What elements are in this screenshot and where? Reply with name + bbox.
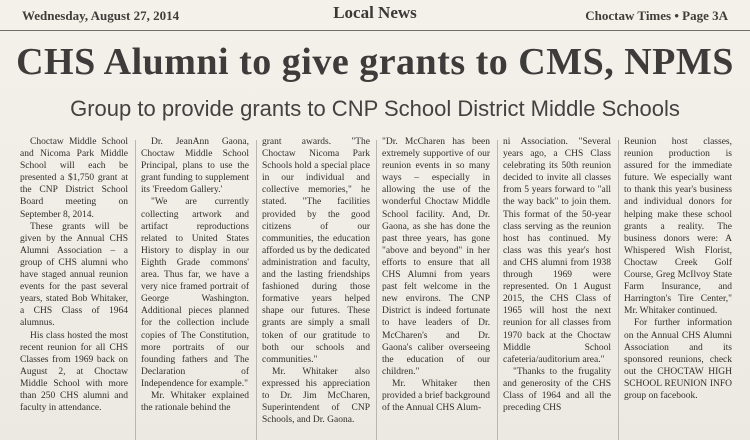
page-header <box>0 0 750 31</box>
article-column-2 <box>141 136 249 440</box>
paper-page-label: Choctaw Times • Page 3A <box>585 8 728 23</box>
paragraph: His class hosted the most recent reunion for all CHS Classes from 1969 back on August 2, at Choctaw Middle School with more than 250 CHS alumni and faculty in attendance. <box>20 330 128 414</box>
paragraph: Mr. Whitaker also expressed his appreciation to Dr. Jim McCharen, Superintendent of CNP Schools, and Dr. Gaona. <box>262 366 370 426</box>
paragraph: Choctaw Middle School and Nicoma Park Middle School will each be presented a $1,750 grant at the CNP District School Board meeting on September 8, 2014. <box>20 137 128 220</box>
article-column-5 <box>503 136 611 440</box>
paragraph: For further information on the Annual CHS Alumni Association and its sponsored reunions, check out the CHOCTAW HIGH SCHOOL REUNION INFO group on facebook. <box>624 318 732 401</box>
paragraph: "We are currently collecting artwork and artifact reproductions related to United States History to display in our Eighth Grade commons' area. Thus far, we have a very nice framed portrait of George Washington. Additional pieces planned for the collection include copies of The Constitution, more portraits of our founding fathers and The Declaration of Independence for example." <box>141 197 249 389</box>
article-headline: CHS Alumni to give grants to CMS, NPMS <box>16 41 734 83</box>
paragraph: Mr. Whitaker explained the rationale behind the <box>141 390 249 414</box>
paragraph: "Dr. McCharen has been extremely supportive of our reunion events in so many ways – especially in allowing the use of the wonderful Choctaw Middle School facility. And, Dr. Gaona, as she has done the past three years, has gone "above and beyond" in her efforts to ensure that all CHS Alumni from years past felt welcome in the new environs. The CNP District is indeed fortunate to have leaders of Dr. McCharen's and Dr. Gaona's caliber overseeing the education of our children." <box>382 137 490 377</box>
article-subheadline: Group to provide grants to CNP School District Middle Schools <box>70 96 680 121</box>
paragraph: Dr. JeanAnn Gaona, Choctaw Middle School Principal, plans to use the grant funding to supplement its 'Freedom Gallery.' <box>141 137 249 196</box>
article-column-6 <box>624 136 732 440</box>
paragraph: Reunion host classes, reunion production is assured for the immediate future. We especially want to thank this year's business and individual donors for helping make these school grants a reality. The business donors were: A Whispered Wish Florist, Choctaw Creek Golf Course, Greg McIlvoy State Farm Insurance, and Harrington's Tire Center," Mr. Whitaker continued. <box>624 137 732 317</box>
section-name: Local News <box>333 3 417 22</box>
issue-date: Wednesday, August 27, 2014 <box>22 8 180 23</box>
paragraph: grant awards. "The Choctaw Nicoma Park Schools hold a special place in our individual and collective memories," he stated. "The facilities provided by the good citizens of our communities, the education afforded us by the dedicated administration and faculty, and the lasting friendships fashioned during those formative years helped shape our futures. These grants are simply a small token of our gratitude to both our schools and communities." <box>262 137 370 365</box>
paragraph: "Thanks to the frugality and generosity of the CHS Class of 1964 and all the preceding CHS <box>503 366 611 414</box>
paragraph: Mr. Whitaker then provided a brief background of the Annual CHS Alum- <box>382 378 490 414</box>
article-column-3 <box>262 136 370 440</box>
paragraph: ni Association. "Several years ago, a CHS Class celebrating its 50th reunion decided to invite all classes from 5 years forward to "all the way back" to join them. This format of the 50-year class serving as the reunion host has continued. My class was this year's host and CHS alumni from 1938 through 1969 were represented. On 1 August 2015, the CHS Class of 1965 will host the next reunion for all classes from 1970 back at the Choctaw Middle School cafeteria/auditorium area." <box>503 137 611 365</box>
article-column-1 <box>20 136 128 440</box>
article-body <box>20 136 732 440</box>
article-column-4 <box>382 136 490 440</box>
paragraph: These grants will be given by the Annual CHS Alumni Association – a group of CHS alumni who have staged annual reunion events for the past several years, stated Bob Whitaker, a CHS Class of 1964 alumnus. <box>20 221 128 329</box>
